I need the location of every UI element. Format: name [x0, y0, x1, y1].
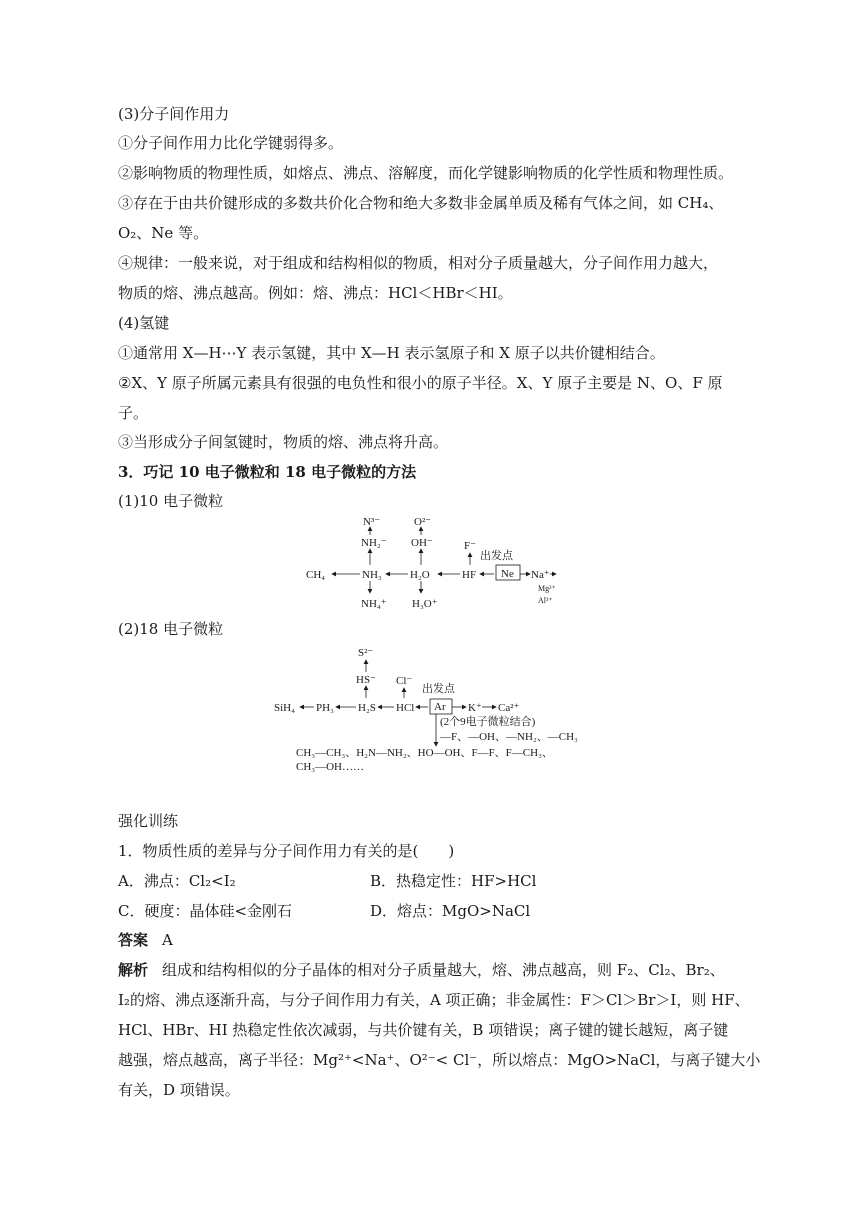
species-oh: OH⁻ — [411, 537, 433, 549]
subheading-10-electron: (1)10 电子微粒 — [118, 492, 224, 510]
start-point-ar: Ar — [434, 701, 446, 713]
diagram-18-electron — [270, 642, 600, 774]
diagram-10-electron — [300, 513, 570, 613]
species-h2o: H₂O — [410, 569, 430, 581]
species-nh4: NH₄⁺ — [361, 598, 387, 610]
analysis-line-1 — [118, 960, 768, 980]
analysis-line-4: 越强，熔点越高，离子半径：Mg²⁺<Na⁺、O²⁻< Cl⁻，所以熔点：MgO>NaCl，与离子键大小 — [118, 1051, 761, 1069]
species-hs: HS⁻ — [356, 674, 376, 686]
subheading-18-electron: (2)18 电子微粒 — [118, 620, 224, 638]
analysis-line-2: I₂的熔、沸点逐渐升高，与分子间作用力有关，A 项正确；非金属性：F＞Cl＞Br＞I，则 HF、 — [118, 991, 750, 1009]
answer-label: 答案 — [118, 931, 149, 949]
species-f: F⁻ — [464, 540, 476, 552]
heading-3: 3．巧记 10 电子微粒和 18 电子微粒的方法 — [118, 463, 417, 481]
species-nh2: NH₂⁻ — [361, 537, 387, 549]
start-point-label: 出发点 — [422, 683, 455, 695]
section-4-item-3: ③当形成分子间氢键时，物质的熔、沸点将升高。 — [118, 433, 449, 451]
answer-value: A — [162, 931, 173, 949]
species-hf: HF — [462, 569, 477, 581]
section-3-item-1: ①分子间作用力比化学键弱得多。 — [118, 134, 344, 152]
practice-title: 强化训练 — [118, 812, 179, 830]
species-n3: N³⁻ — [363, 516, 381, 528]
section-4-item-2b: 子。 — [118, 404, 149, 422]
species-cl: Cl⁻ — [396, 675, 413, 687]
species-mg: Mg²⁺ — [538, 584, 556, 593]
options-row-1 — [118, 871, 768, 891]
options-row-2 — [118, 901, 768, 921]
section-4-item-1: ①通常用 X—H⋯Y 表示氢键，其中 X—H 表示氢原子和 X 原子以共价键相结合。 — [118, 344, 665, 362]
start-point-ne: Ne — [501, 568, 514, 580]
species-na: Na⁺ — [531, 569, 550, 581]
species-ph3: PH₃ — [316, 702, 334, 714]
species-s2: S²⁻ — [358, 647, 374, 659]
species-ca: Ca²⁺ — [498, 702, 520, 714]
combinations-line-2: CH₃—OH…… — [296, 761, 365, 773]
species-ch4: CH₄ — [306, 569, 326, 581]
species-h3o: H₃O⁺ — [412, 598, 438, 610]
analysis-label: 解析 — [118, 961, 149, 979]
question-1: 1．物质性质的差异与分子间作用力有关的是( ) — [118, 842, 455, 860]
option-a: A．沸点：Cl₂<I₂ — [118, 872, 236, 890]
section-3-title: (3)分子间作用力 — [118, 105, 230, 123]
species-k: K⁺ — [468, 702, 482, 714]
option-c: C．硬度：晶体硅<金刚石 — [118, 902, 293, 920]
analysis-line-5: 有关，D 项错误。 — [118, 1081, 240, 1099]
species-hcl: HCl — [396, 702, 415, 714]
species-h2s: H₂S — [358, 702, 376, 714]
species-al: Al³⁺ — [538, 596, 553, 605]
species-o2: O²⁻ — [414, 516, 432, 528]
start-point-label: 出发点 — [480, 550, 513, 562]
analysis-text-1: 组成和结构相似的分子晶体的相对分子质量越大，熔、沸点越高，则 F₂、Cl₂、Br₂、 — [162, 961, 725, 979]
section-4-title: (4)氢键 — [118, 314, 170, 332]
section-3-item-4a: ④规律：一般来说，对于组成和结构相似的物质，相对分子质量越大，分子间作用力越大， — [118, 254, 719, 272]
section-3-item-3a: ③存在于由共价键形成的多数共价化合物和绝大多数非金属单质及稀有气体之间，如 CH₄、 — [118, 194, 724, 212]
combinations-line-1: CH₃—CH₃、H₂N—NH₂、HO—OH、F—F、F—CH₃、 — [296, 747, 553, 759]
nine-electron-groups: —F、—OH、—NH₂、—CH₃ — [440, 731, 578, 743]
option-b: B．热稳定性：HF>HCl — [370, 872, 537, 890]
option-d: D．熔点：MgO>NaCl — [370, 902, 531, 920]
answer-line — [118, 930, 768, 950]
analysis-line-3: HCl、HBr、HI 热稳定性依次减弱，与共价键有关，B 项错误；离子键的键长越短，离子键 — [118, 1021, 729, 1039]
section-4-item-2a: ②X、Y 原子所属元素具有很强的电负性和很小的原子半径。X、Y 原子主要是 N、O、F 原 — [118, 374, 723, 392]
nine-electron-note: (2个9电子微粒结合) — [440, 716, 536, 728]
species-sih4: SiH₄ — [274, 702, 295, 714]
section-3-item-3b: O₂、Ne 等。 — [118, 224, 209, 242]
section-3-item-2: ②影响物质的物理性质，如熔点、沸点、溶解度，而化学键影响物质的化学性质和物理性质。 — [118, 164, 734, 182]
section-3-item-4b: 物质的熔、沸点越高。例如：熔、沸点：HCl＜HBr＜HI。 — [118, 284, 513, 302]
species-nh3: NH₃ — [362, 569, 382, 581]
